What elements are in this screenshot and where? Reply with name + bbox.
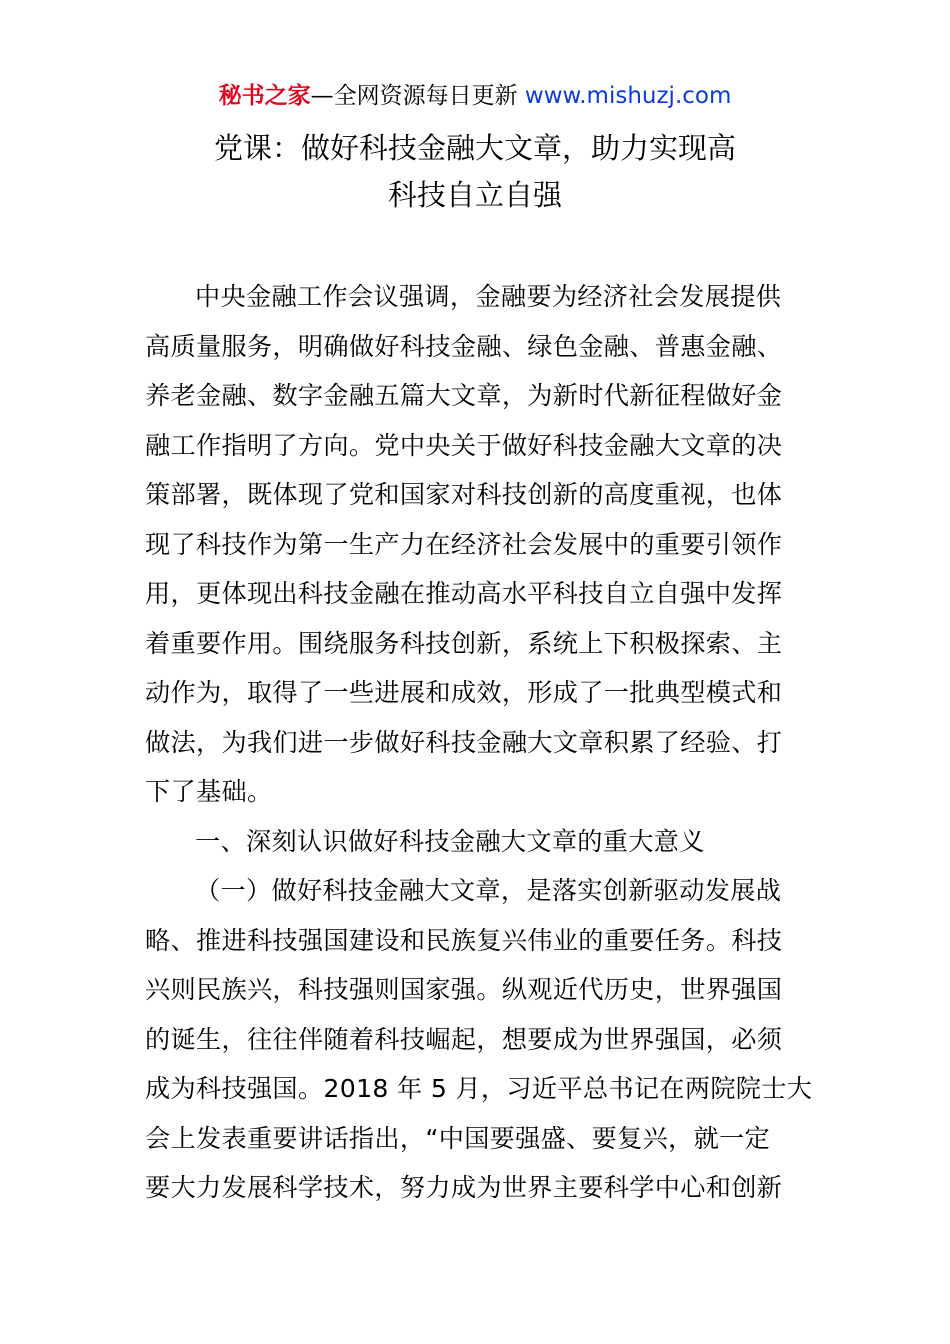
title-line-2: 科技自立自强 <box>387 178 562 212</box>
document-body <box>145 272 813 1213</box>
body-line: 策部署，既体现了党和国家对科技创新的高度重视，也体 <box>145 480 783 509</box>
body-line: 做法，为我们进一步做好科技金融大文章积累了经验、打 <box>145 727 783 757</box>
body-line: 下了基础。 <box>145 777 273 806</box>
body-line: （一）做好科技金融大文章，是落实创新驱动发展战 <box>195 876 782 905</box>
body-line: 用，更体现出科技金融在推动高水平科技自立自强中发挥 <box>145 579 783 608</box>
body-line: 养老金融、数字金融五篇大文章，为新时代新征程做好金 <box>145 381 783 410</box>
site-header <box>0 80 950 112</box>
body-line: 动作为，取得了一些进展和成效，形成了一批典型模式和 <box>145 678 783 707</box>
body-line: 的诞生，往往伴随着科技崛起，想要成为世界强国，必须 <box>145 1024 783 1054</box>
body-line: 着重要作用。围绕服务科技创新，系统上下积极探索、主 <box>145 628 783 658</box>
body-line: 要大力发展科学技术，努力成为世界主要科学中心和创新 <box>145 1173 783 1202</box>
site-url-link[interactable]: www.mishuzj.com <box>524 83 732 109</box>
title-line-1: 党课：做好科技金融大文章，助力实现高 <box>213 131 736 165</box>
body-line: 高质量服务，明确做好科技金融、绿色金融、普惠金融、 <box>145 331 783 361</box>
site-tagline: —全网资源每日更新 <box>310 83 518 109</box>
site-brand: 秘书之家 <box>218 83 311 109</box>
body-line: 中央金融工作会议强调，金融要为经济社会发展提供 <box>195 282 782 311</box>
body-line: 融工作指明了方向。党中央关于做好科技金融大文章的决 <box>145 430 783 460</box>
document-title <box>0 125 950 219</box>
body-line: 现了科技作为第一生产力在经济社会发展中的重要引领作 <box>145 529 783 559</box>
body-line: 会上发表重要讲话指出，“中国要强盛、要复兴，就一定 <box>145 1123 771 1153</box>
body-line: 略、推进科技强国建设和民族复兴伟业的重要任务。科技 <box>145 925 783 955</box>
section-heading: 一、深刻认识做好科技金融大文章的重大意义 <box>195 826 705 856</box>
body-line: 兴则民族兴，科技强则国家强。纵观近代历史，世界强国 <box>145 975 783 1004</box>
body-line: 成为科技强国。2018 年 5 月，习近平总书记在两院院士大 <box>145 1074 813 1103</box>
